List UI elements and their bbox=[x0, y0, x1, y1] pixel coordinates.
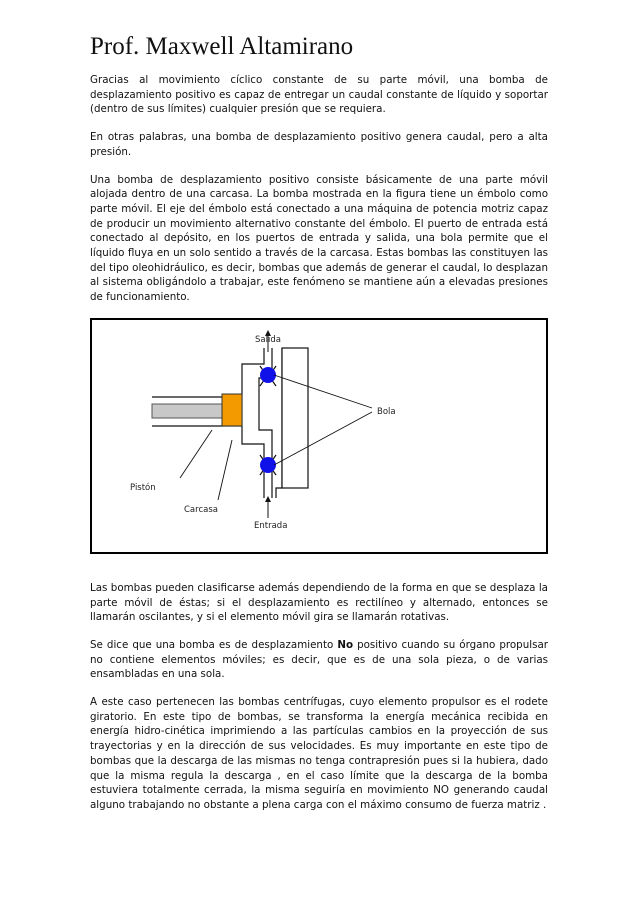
piston-leader bbox=[180, 430, 212, 478]
paragraph-classification: Las bombas pueden clasificarse además dependiendo de la forma en que se desplaza la parte móvil de éstas; si el desplazamiento es rectilíneo y alternado, entonces se llamarán oscilantes, y si el elemento móvil gira se llamarán rotativas. bbox=[90, 581, 548, 624]
housing-right-block bbox=[282, 348, 308, 488]
inlet-ball bbox=[260, 457, 276, 473]
label-salida: Salida bbox=[255, 334, 281, 345]
carcasa-leader bbox=[218, 440, 232, 500]
paragraph-description: Una bomba de desplazamiento positivo consiste básicamente de una parte móvil alojada dentro de una carcasa. La bomba mostrada en la figura tiene un émbolo como parte móvil. El eje del émbolo está conectado a una máquina de potencia motriz capaz de producir un movimiento alternativo constante del émbolo. El puerto de entrada está conectado al depósito, en los puertos de entrada y salida, una bola permite que el líquido fluya en un solo sentido a través de la carcasa. Estas bombas las constituyen las del tipo oleohidráulico, es decir, bombas que además de generar el caudal, lo desplazan al sistema obligándolo a trabajar, este fenómeno se mantiene aún a elevadas presiones de funcionamiento. bbox=[90, 173, 548, 304]
label-piston: Pistón bbox=[130, 482, 156, 493]
paragraph-centrifugal: A este caso pertenecen las bombas centrífugas, cuyo elemento propulsor es el rodete giratorio. En este tipo de bombas, se transforma la energía mecánica recibida en energía hidro-cinética imprimiendo a las partículas cambios en la proyección de sus trayectorias y en la dirección de sus velocidades. Es muy importante en este tipo de bombas que la descarga de las mismas no tenga contrapresión pues si la hubiera, dado que la misma regula la descarga , en el caso límite que la descarga de la bomba estuviera totalmente cerrada, la misma seguiría en movimiento NO generando caudal alguno trabajando no obstante a plena carga con el máximo consumo de fuerza matriz . bbox=[90, 696, 548, 811]
paragraph-non-positive bbox=[90, 638, 548, 682]
paragraph-intro: Gracias al movimiento cíclico constante de su parte móvil, una bomba de desplazamiento positivo es capaz de entregar un caudal constante de líquido y soportar (dentro de sus límites) cualquier presión que se requiera. bbox=[90, 74, 548, 116]
housing-right-wall bbox=[276, 348, 282, 498]
outlet-ball bbox=[260, 367, 276, 383]
paragraph-summary: En otras palabras, una bomba de desplazamiento positivo genera caudal, pero a alta presión. bbox=[90, 131, 548, 158]
emphasis-no: No bbox=[337, 638, 354, 651]
label-entrada: Entrada bbox=[254, 520, 288, 531]
piston-rod bbox=[152, 404, 222, 418]
pump-diagram-svg bbox=[92, 320, 546, 552]
document-page bbox=[90, 32, 548, 826]
text-segment: positivo cuando su órgano propulsar no contiene elementos móviles; es decir, que es de una sola pieza, o de varias ensambladas en una sola. bbox=[90, 638, 548, 681]
text-segment: Se dice que una bomba es de desplazamiento bbox=[90, 638, 338, 651]
housing-outline bbox=[242, 348, 264, 498]
pump-diagram bbox=[90, 318, 548, 554]
label-bola: Bola bbox=[377, 406, 396, 417]
piston-head bbox=[222, 394, 242, 426]
page-title: Prof. Maxwell Altamirano bbox=[90, 33, 354, 60]
inlet-arrow-head bbox=[265, 496, 271, 502]
label-carcasa: Carcasa bbox=[184, 504, 218, 515]
